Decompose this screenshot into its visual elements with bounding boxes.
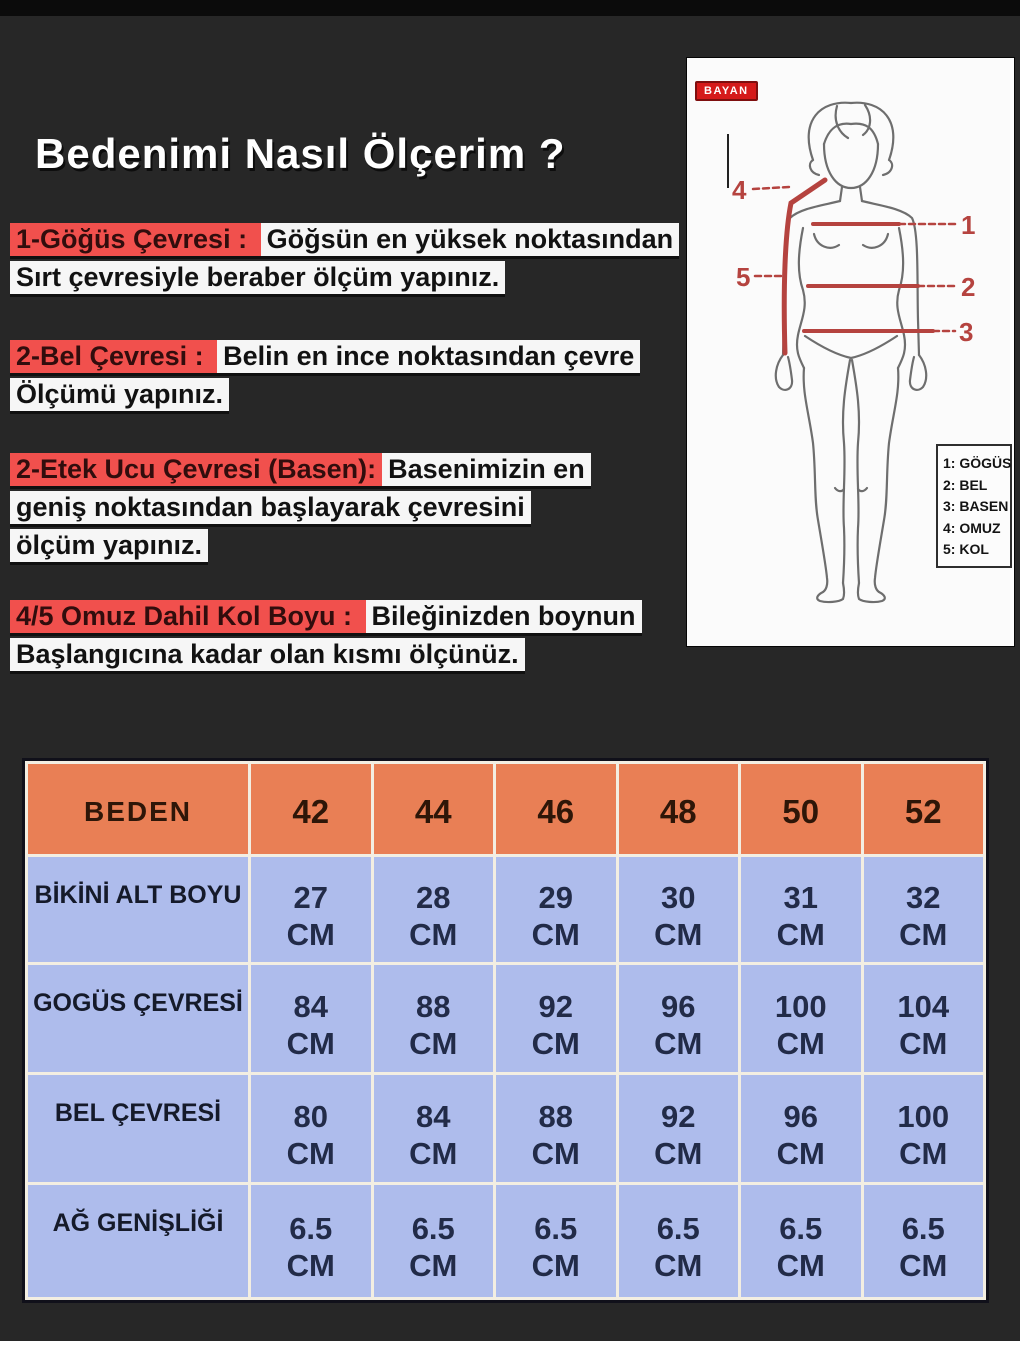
size-value: 32 CM xyxy=(864,857,984,962)
size-value: 92 CM xyxy=(496,965,616,1072)
row-label: BİKİNİ ALT BOYU xyxy=(28,857,248,962)
size-value: 96 CM xyxy=(619,965,739,1072)
legend-item: 3: BASEN xyxy=(943,498,1009,514)
instruction-text: Ölçümü yapınız. xyxy=(10,378,229,411)
instruction-text: Göğsün en yüksek noktasından xyxy=(261,223,680,256)
instruction-text: Basenimizin en xyxy=(382,453,591,486)
size-value: 27 CM xyxy=(251,857,371,962)
size-value: 104 CM xyxy=(864,965,984,1072)
size-value: 88 CM xyxy=(496,1075,616,1182)
row-label: BEL ÇEVRESİ xyxy=(28,1075,248,1182)
instruction-line xyxy=(10,261,505,294)
size-value: 88 CM xyxy=(374,965,494,1072)
instruction-line xyxy=(10,600,642,633)
size-value: 6.5 CM xyxy=(374,1185,494,1297)
size-value: 6.5 CM xyxy=(864,1185,984,1297)
body-outline xyxy=(776,103,926,602)
instruction-text: ölçüm yapınız. xyxy=(10,529,208,562)
size-value: 84 CM xyxy=(251,965,371,1072)
table-header-size: 52 xyxy=(864,764,984,854)
marker-arm: 5 xyxy=(736,262,751,292)
instruction-text: Başlangıcına kadar olan kısmı ölçünüz. xyxy=(10,638,525,671)
instruction-line xyxy=(10,223,679,256)
row-label: GOGÜS ÇEVRESİ xyxy=(28,965,248,1072)
top-black-strip xyxy=(0,0,1020,16)
marker-waist: 2 xyxy=(961,272,976,302)
size-value: 6.5 CM xyxy=(619,1185,739,1297)
table-header-size: 42 xyxy=(251,764,371,854)
instruction-line xyxy=(10,453,591,486)
size-table xyxy=(22,758,989,1303)
size-value: 28 CM xyxy=(374,857,494,962)
instruction-label: 2-Etek Ucu Çevresi (Basen): xyxy=(10,453,382,486)
marker-chest: 1 xyxy=(961,210,976,240)
measurement-diagram-panel xyxy=(686,57,1015,647)
instruction-line xyxy=(10,340,640,373)
bottom-white-strip xyxy=(0,1341,1020,1360)
measurement-lines xyxy=(753,180,957,353)
instruction-line xyxy=(10,638,525,671)
instruction-line xyxy=(10,529,208,562)
size-value: 96 CM xyxy=(741,1075,861,1182)
legend-item: 2: BEL xyxy=(943,476,988,493)
size-value: 80 CM xyxy=(251,1075,371,1182)
legend-item: 5: KOL xyxy=(943,541,989,557)
table-header-size: 44 xyxy=(374,764,494,854)
row-label: AĞ GENİŞLİĞİ xyxy=(28,1185,248,1297)
size-value: 84 CM xyxy=(374,1075,494,1182)
diagram-legend xyxy=(936,444,1012,568)
instruction-chest xyxy=(10,223,679,299)
bayan-badge: BAYAN xyxy=(695,81,758,101)
marker-hip: 3 xyxy=(959,317,974,347)
table-header-beden: BEDEN xyxy=(28,764,248,854)
measurement-numbers xyxy=(732,175,975,347)
instruction-text: geniş noktasından başlayarak çevresini xyxy=(10,491,531,524)
size-value: 31 CM xyxy=(741,857,861,962)
size-value: 6.5 CM xyxy=(741,1185,861,1297)
table-header-size: 50 xyxy=(741,764,861,854)
size-value: 100 CM xyxy=(864,1075,984,1182)
marker-shoulder: 4 xyxy=(732,175,747,205)
instruction-label: 1-Göğüs Çevresi : xyxy=(10,223,261,256)
instruction-hip xyxy=(10,453,591,567)
size-value: 30 CM xyxy=(619,857,739,962)
size-value: 100 CM xyxy=(741,965,861,1072)
size-value: 29 CM xyxy=(496,857,616,962)
page-title: Bedenimi Nasıl Ölçerim ? xyxy=(35,130,566,177)
size-value: 92 CM xyxy=(619,1075,739,1182)
instruction-waist xyxy=(10,340,640,416)
table-header-size: 48 xyxy=(619,764,739,854)
instruction-text: Belin en ince noktasından çevre xyxy=(217,340,640,373)
instruction-line xyxy=(10,378,229,411)
legend-item: 1: GÖGÜS xyxy=(943,455,1012,471)
instruction-text: Bileğinizden boynun xyxy=(366,600,642,633)
legend-item: 4: OMUZ xyxy=(943,519,1001,536)
table-header-size: 46 xyxy=(496,764,616,854)
instruction-label: 2-Bel Çevresi : xyxy=(10,340,217,373)
instruction-arm xyxy=(10,600,642,676)
instruction-label: 4/5 Omuz Dahil Kol Boyu : xyxy=(10,600,366,633)
instruction-line xyxy=(10,491,531,524)
size-value: 6.5 CM xyxy=(251,1185,371,1297)
size-value: 6.5 CM xyxy=(496,1185,616,1297)
instruction-text: Sırt çevresiyle beraber ölçüm yapınız. xyxy=(10,261,505,294)
